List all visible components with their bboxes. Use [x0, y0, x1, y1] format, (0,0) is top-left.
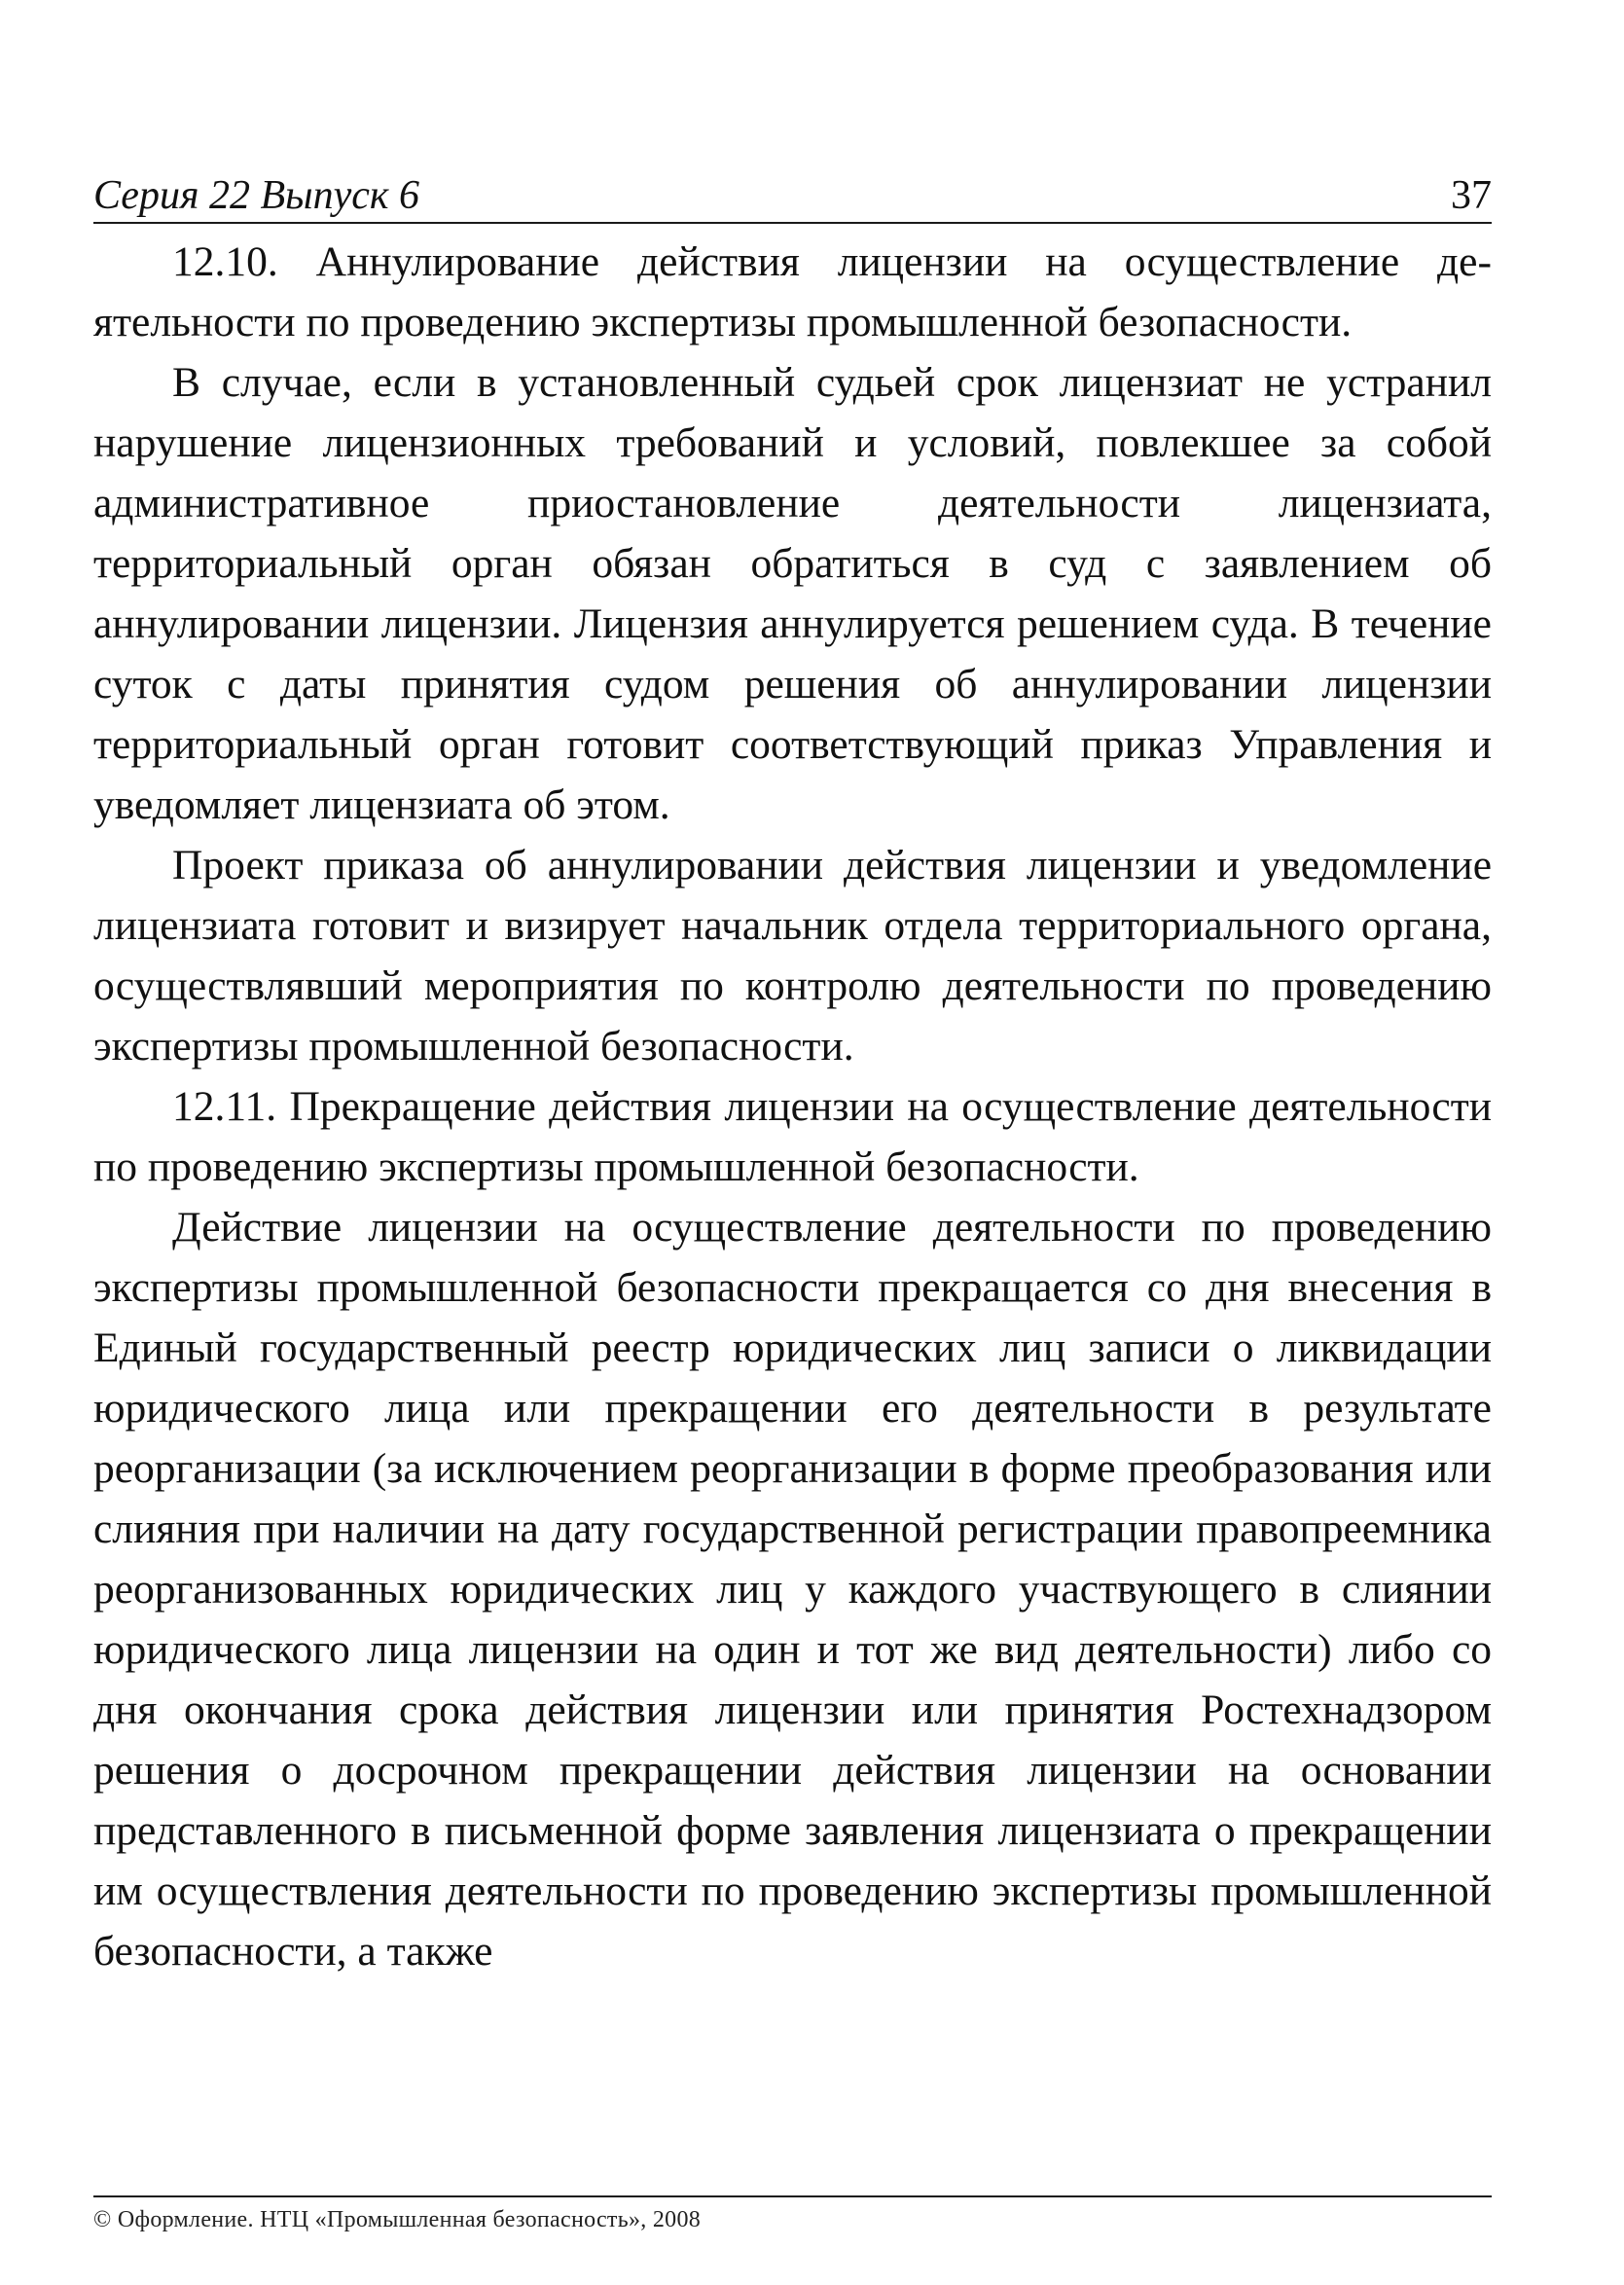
page-header — [93, 173, 1492, 224]
paragraph-order-draft: Проект приказа об аннулировании действия лицензии и уведомление лицензиата готовит и визирует начальник отдела территориального органа, осуществлявший мероприятия по контролю деятельности по проведению экспертизы промышленной безопасности. — [93, 842, 1492, 1070]
copyright-note: © Оформление. НТЦ «Промышленная безопасность», 2008 — [93, 2207, 702, 2232]
page-number: 37 — [1451, 173, 1492, 218]
series-title: Серия 22 Выпуск 6 — [93, 173, 419, 218]
page-footer — [93, 2195, 1492, 2234]
paragraph-12-11-heading: 12.11. Прекращение действия лицензии на осуществление деятельности по проведению экспертизы промышленной безопасности. — [93, 1083, 1492, 1190]
paragraph-termination: Действие лицензии на осуществление деятельности по проведению экспертизы промышленной безопасности прекращается со дня внесения в Единый государственный реестр юридических лиц записи о ликвидации юридического лица или прекращении его деятельности в результате реорганизации (за исключением реорганизации в форме преобразования или слияния при наличии на дату государственной регистрации правопреемника реорганизованных юридических лиц у каждого участвующего в слиянии юридического лица лицензии на один и тот же вид деятельности) либо со дня окончания срока действия лицензии или принятия Ростехнадзором решения о досрочном прекращении действия лицензии на основании представленного в письменной форме заявления лицензиата о прекращении им осуществления деятельности по проведению экспертизы промышленной безопасности, а также — [93, 1204, 1492, 1975]
paragraph-12-10-heading: 12.10. Аннулирование действия лицензии на осуществление деятельности по проведению экспертизы промышленной безопасности. — [93, 238, 1492, 345]
body-text — [93, 232, 1492, 1981]
paragraph-annulment-court: В случае, если в установленный судьей срок лицензиат не устранил нарушение лицензионных требований и условий, повлекшее за собой административное приостановление деятельности лицензиата, территориальный орган обязан обратиться в суд с заявлением об аннулировании лицензии. Лицензия аннулируется решением суда. В течение суток с даты принятия судом решения об аннулировании лицензии территориальный орган готовит соответствующий приказ Управления и уведомляет лицензиата об этом. — [93, 359, 1492, 828]
